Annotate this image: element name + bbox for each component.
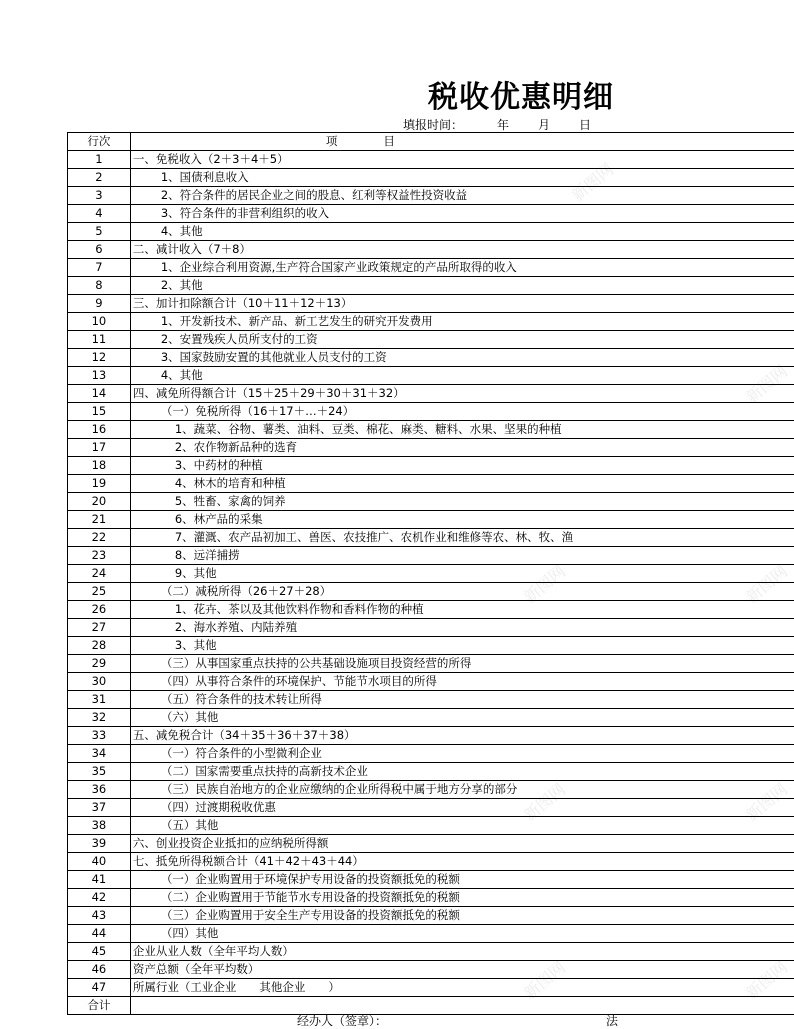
- legal-representative-label: 法: [606, 1012, 618, 1029]
- row-number: 42: [68, 889, 131, 907]
- watermark-text: 新图网: [740, 359, 792, 407]
- header-row-number: 行次: [68, 133, 131, 151]
- watermark-text: 新图网: [740, 559, 792, 607]
- row-number: 32: [68, 709, 131, 727]
- table-row: [68, 637, 794, 655]
- row-item: （二）企业购置用于节能节水专用设备的投资额抵免的税额: [130, 889, 794, 907]
- watermark-text: 新图网: [518, 955, 570, 1003]
- row-number: 34: [68, 745, 131, 763]
- table-row: [68, 979, 794, 997]
- table-row: [68, 547, 794, 565]
- watermark-text: 新图网: [566, 157, 618, 205]
- table-row: [68, 853, 794, 871]
- date-year: 年: [497, 116, 509, 132]
- table-header-row: [68, 133, 794, 151]
- table-row: [68, 349, 794, 367]
- row-item: 2、海水养殖、内陆养殖: [130, 619, 794, 637]
- row-item: 1、蔬菜、谷物、薯类、油料、豆类、棉花、麻类、糖料、水果、坚果的种植: [130, 421, 794, 439]
- row-item: 4、其他: [130, 223, 794, 241]
- row-item: （四）从事符合条件的环境保护、节能节水项目的所得: [130, 673, 794, 691]
- row-number: 24: [68, 565, 131, 583]
- row-number: 5: [68, 223, 131, 241]
- row-item: 1、国债利息收入: [130, 169, 794, 187]
- row-item: （四）其他: [130, 925, 794, 943]
- row-item: （三）民族自治地方的企业应缴纳的企业所得税中属于地方分享的部分: [130, 781, 794, 799]
- row-item: 2、符合条件的居民企业之间的股息、红利等权益性投资收益: [130, 187, 794, 205]
- table-row: [68, 763, 794, 781]
- row-item: 资产总额（全年平均数）: [130, 961, 794, 979]
- row-number: 35: [68, 763, 131, 781]
- row-number: 10: [68, 313, 131, 331]
- table-row: [68, 259, 794, 277]
- row-number: 16: [68, 421, 131, 439]
- row-number: 38: [68, 817, 131, 835]
- table-row: [68, 673, 794, 691]
- row-number: 31: [68, 691, 131, 709]
- row-item: 七、抵免所得税额合计（41＋42＋43＋44）: [130, 853, 794, 871]
- row-number: 15: [68, 403, 131, 421]
- row-item: 二、减计收入（7＋8）: [130, 241, 794, 259]
- table-row: [68, 457, 794, 475]
- table-row: [68, 493, 794, 511]
- row-number: 23: [68, 547, 131, 565]
- table-row: [68, 925, 794, 943]
- row-item: 3、中药材的种植: [130, 457, 794, 475]
- watermark-text: 新图网: [518, 777, 570, 825]
- row-item: 3、国家鼓励安置的其他就业人员支付的工资: [130, 349, 794, 367]
- row-item: （二）减税所得（26＋27＋28）: [130, 583, 794, 601]
- row-item: （一）免税所得（16＋17＋…＋24）: [130, 403, 794, 421]
- row-item: （一）企业购置用于环境保护专用设备的投资额抵免的税额: [130, 871, 794, 889]
- row-item: （六）其他: [130, 709, 794, 727]
- row-item: 4、其他: [130, 367, 794, 385]
- table-row: [68, 565, 794, 583]
- header-item: 项 目: [130, 133, 794, 151]
- row-item: 2、安置残疾人员所支付的工资: [130, 331, 794, 349]
- table-row: [68, 799, 794, 817]
- row-item: （五）符合条件的技术转让所得: [130, 691, 794, 709]
- row-item: 2、其他: [130, 277, 794, 295]
- watermark-text: 新图网: [518, 559, 570, 607]
- row-number: 14: [68, 385, 131, 403]
- table-row: [68, 889, 794, 907]
- table-row: [68, 907, 794, 925]
- watermark-text: 新图网: [740, 777, 792, 825]
- row-item: 六、创业投资企业抵扣的应纳税所得额: [130, 835, 794, 853]
- row-item: [130, 997, 794, 1015]
- row-item: （五）其他: [130, 817, 794, 835]
- table-row: [68, 421, 794, 439]
- row-item: 4、林木的培育和种植: [130, 475, 794, 493]
- row-item: 3、其他: [130, 637, 794, 655]
- row-item: 5、牲畜、家禽的饲养: [130, 493, 794, 511]
- table-row: [68, 511, 794, 529]
- row-number: 8: [68, 277, 131, 295]
- table-row: [68, 835, 794, 853]
- row-item: 1、开发新技术、新产品、新工艺发生的研究开发费用: [130, 313, 794, 331]
- row-item: （三）企业购置用于安全生产专用设备的投资额抵免的税额: [130, 907, 794, 925]
- row-item: 9、其他: [130, 565, 794, 583]
- row-number: 6: [68, 241, 131, 259]
- row-number: 45: [68, 943, 131, 961]
- row-number: 12: [68, 349, 131, 367]
- table-row: [68, 313, 794, 331]
- row-item: 6、林产品的采集: [130, 511, 794, 529]
- row-item: （三）从事国家重点扶持的公共基础设施项目投资经营的所得: [130, 655, 794, 673]
- table-row: [68, 439, 794, 457]
- row-item: 7、灌溉、农产品初加工、兽医、农技推广、农机作业和维修等农、林、牧、渔: [130, 529, 794, 547]
- table-row: [68, 295, 794, 313]
- row-number: 36: [68, 781, 131, 799]
- row-number: 3: [68, 187, 131, 205]
- row-number: 27: [68, 619, 131, 637]
- row-number: 18: [68, 457, 131, 475]
- table-row: [68, 205, 794, 223]
- table-row: [68, 781, 794, 799]
- row-number: 41: [68, 871, 131, 889]
- row-number: 13: [68, 367, 131, 385]
- row-item: 三、加计扣除额合计（10＋11＋12＋13）: [130, 295, 794, 313]
- row-number: 39: [68, 835, 131, 853]
- row-number: 1: [68, 151, 131, 169]
- row-item: 1、花卉、茶以及其他饮料作物和香料作物的种植: [130, 601, 794, 619]
- table-row: [68, 385, 794, 403]
- row-item: （二）国家需要重点扶持的高新技术企业: [130, 763, 794, 781]
- table-row: [68, 619, 794, 637]
- table-row: [68, 943, 794, 961]
- row-number: 47: [68, 979, 131, 997]
- table-row: [68, 403, 794, 421]
- row-number: 46: [68, 961, 131, 979]
- row-item: 企业从业人数（全年平均人数）: [130, 943, 794, 961]
- row-number: 43: [68, 907, 131, 925]
- table-row: [68, 367, 794, 385]
- row-number: 7: [68, 259, 131, 277]
- table-row: [68, 169, 794, 187]
- row-number: 29: [68, 655, 131, 673]
- table-row: [68, 475, 794, 493]
- row-item: 一、免税收入（2＋3＋4＋5）: [130, 151, 794, 169]
- table-row: [68, 223, 794, 241]
- row-number: 20: [68, 493, 131, 511]
- row-item: 2、农作物新品种的选育: [130, 439, 794, 457]
- watermark-text: 新图网: [740, 955, 792, 1003]
- row-number: 19: [68, 475, 131, 493]
- row-item: 1、企业综合利用资源,生产符合国家产业政策规定的产品所取得的收入: [130, 259, 794, 277]
- row-number: 合计: [68, 997, 131, 1015]
- row-number: 11: [68, 331, 131, 349]
- table-row: [68, 241, 794, 259]
- row-number: 4: [68, 205, 131, 223]
- tax-benefit-table: [67, 132, 794, 1015]
- row-number: 17: [68, 439, 131, 457]
- table-row: [68, 601, 794, 619]
- table-row: [68, 529, 794, 547]
- table-row: [68, 187, 794, 205]
- table-row: [68, 277, 794, 295]
- table-row: [68, 151, 794, 169]
- row-number: 22: [68, 529, 131, 547]
- row-item: （四）过渡期税收优惠: [130, 799, 794, 817]
- table-row: [68, 997, 794, 1015]
- table-row: [68, 709, 794, 727]
- date-day: 日: [579, 116, 591, 132]
- row-item: 8、远洋捕捞: [130, 547, 794, 565]
- table-row: [68, 655, 794, 673]
- table-row: [68, 745, 794, 763]
- row-number: 2: [68, 169, 131, 187]
- row-number: 40: [68, 853, 131, 871]
- row-number: 44: [68, 925, 131, 943]
- table-row: [68, 817, 794, 835]
- row-number: 9: [68, 295, 131, 313]
- handler-signature-label: 经办人（签章）：: [297, 1012, 387, 1029]
- table-row: [68, 961, 794, 979]
- table-row: [68, 691, 794, 709]
- row-number: 28: [68, 637, 131, 655]
- document-title: 税收优惠明细: [428, 72, 614, 116]
- table-row: [68, 331, 794, 349]
- table-row: [68, 727, 794, 745]
- row-item: 五、减免税合计（34＋35＋36＋37＋38）: [130, 727, 794, 745]
- row-number: 33: [68, 727, 131, 745]
- row-number: 37: [68, 799, 131, 817]
- row-item: （一）符合条件的小型微利企业: [130, 745, 794, 763]
- row-number: 21: [68, 511, 131, 529]
- date-label: 填报时间：: [403, 116, 463, 132]
- date-month: 月: [538, 116, 550, 132]
- row-item: 四、减免所得额合计（15＋25＋29＋30＋31＋32）: [130, 385, 794, 403]
- row-item: 所属行业（工业企业 其他企业 ）: [130, 979, 794, 997]
- row-number: 25: [68, 583, 131, 601]
- row-number: 30: [68, 673, 131, 691]
- table-row: [68, 871, 794, 889]
- row-item: 3、符合条件的非营利组织的收入: [130, 205, 794, 223]
- table-row: [68, 583, 794, 601]
- row-number: 26: [68, 601, 131, 619]
